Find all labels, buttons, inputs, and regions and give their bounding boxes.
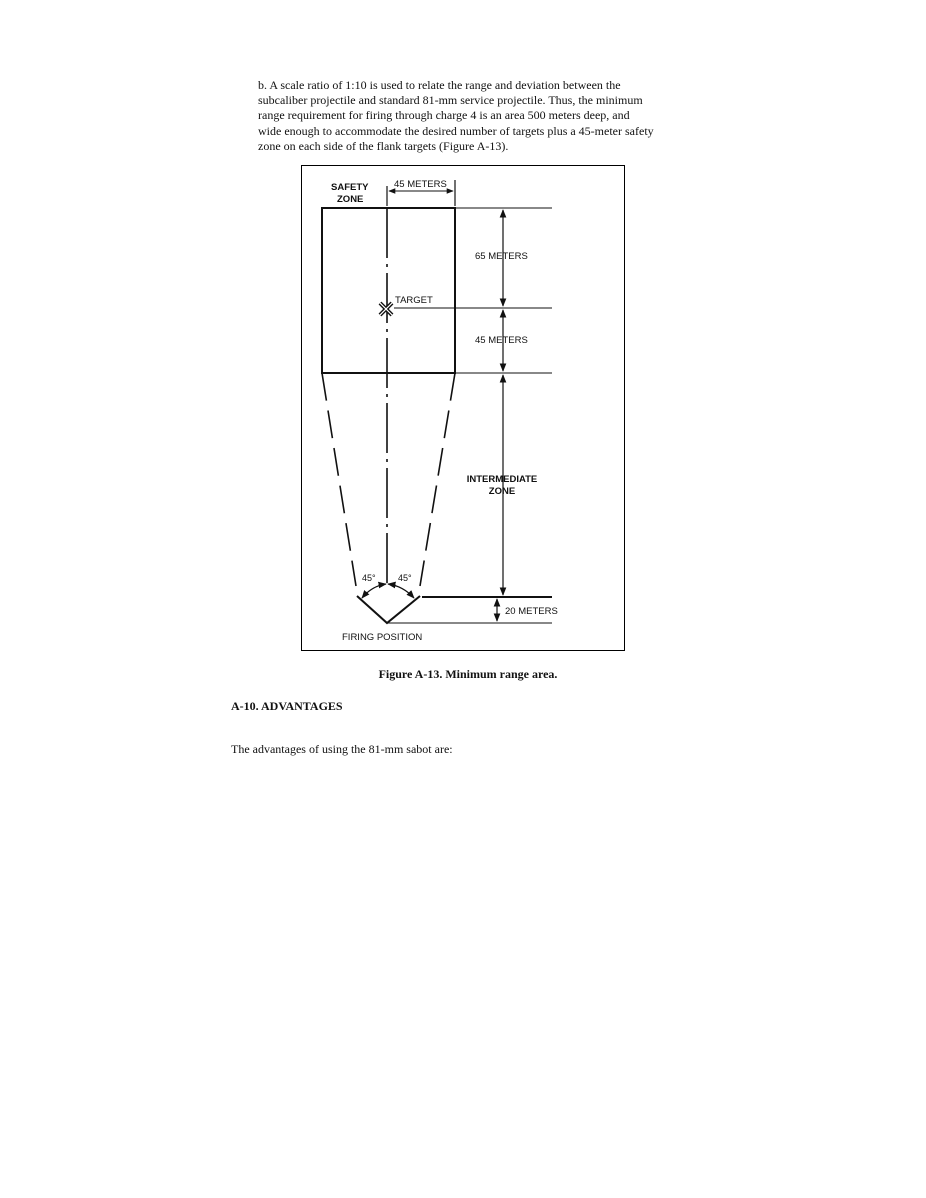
depth-label-65m: 65 METERS (475, 251, 528, 262)
angle-label-left: 45° (362, 573, 376, 583)
width-label: 45 METERS (394, 179, 447, 190)
paragraph-line: wide enough to accommodate the desired number of targets plus a 45-meter safety (258, 123, 654, 138)
angle-arc-left (362, 584, 386, 598)
intermediate-zone-label-1: INTERMEDIATE (466, 474, 538, 485)
intermediate-zone-label-2: ZONE (488, 486, 516, 497)
depth-label-45m: 45 METERS (475, 335, 528, 346)
paragraph-b (258, 78, 708, 154)
angle-label-right: 45° (398, 573, 412, 583)
safety-zone-label-2: ZONE (337, 194, 364, 205)
safety-zone-box (322, 208, 455, 373)
target-label: TARGET (395, 295, 433, 306)
body-text: The advantages of using the 81-mm sabot are: (231, 742, 453, 756)
firing-position-marker (357, 596, 420, 623)
paragraph-line: b. A scale ratio of 1:10 is used to relate the range and deviation between the (258, 78, 621, 92)
safety-zone-label-1: SAFETY (331, 182, 369, 193)
figure-minimum-range-area (301, 165, 625, 651)
paragraph-line: zone on each side of the flank targets (Figure A-13). (258, 138, 509, 153)
figure-caption: Figure A-13. Minimum range area. (378, 667, 558, 681)
target-icon (380, 303, 392, 315)
paragraph-line: range requirement for firing through charge 4 is an area 500 meters deep, and (258, 108, 630, 123)
angle-arc-right (388, 584, 414, 598)
paragraph-line: subcaliber projectile and standard 81-mm service projectile. Thus, the minimum (258, 93, 643, 108)
funnel-right-edge (420, 373, 455, 586)
firing-position-label: FIRING POSITION (342, 632, 423, 643)
depth-label-20m: 20 METERS (505, 606, 558, 617)
range-diagram (302, 166, 626, 652)
funnel-left-edge (322, 373, 356, 586)
section-heading: A-10. ADVANTAGES (231, 699, 343, 713)
